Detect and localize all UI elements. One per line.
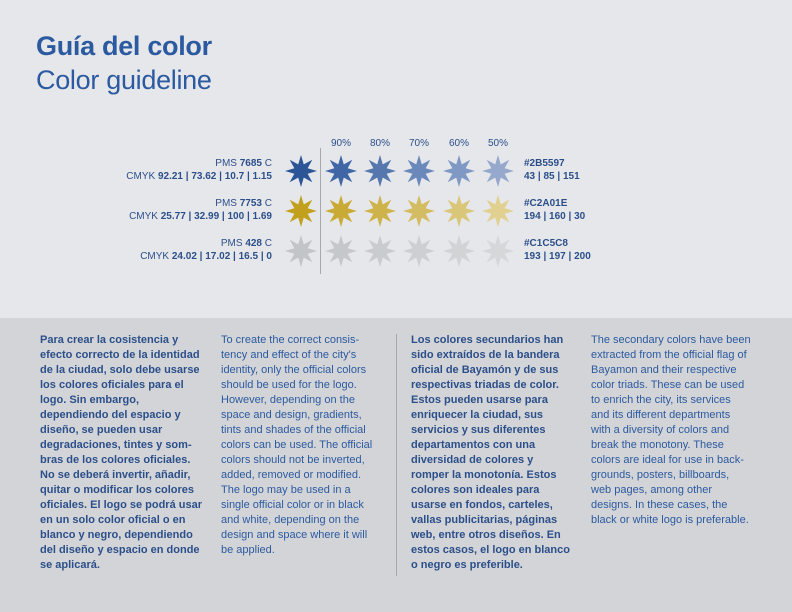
star-swatch-gray-80 xyxy=(363,234,397,268)
tint-label-60: 60% xyxy=(448,138,469,149)
tint-label-50: 50% xyxy=(487,138,508,149)
color-1-cmyk: CMYK 92.21 | 73.62 | 10.7 | 1.15 xyxy=(126,171,272,182)
swatch-divider xyxy=(320,148,321,274)
color-3-hex: #C1C5C8 xyxy=(524,238,568,249)
star-swatch-blue-80 xyxy=(363,154,397,188)
color-2-spec xyxy=(129,197,272,223)
star-swatch-gray-100 xyxy=(284,234,318,268)
color-1-hex: #2B5597 xyxy=(524,158,565,169)
star-swatch-blue-60 xyxy=(442,154,476,188)
color-3-pms: PMS 428 C xyxy=(220,238,272,249)
color-1-web xyxy=(524,157,580,183)
star-swatch-gold-80 xyxy=(363,194,397,228)
star-swatch-gray-70 xyxy=(402,234,436,268)
star-swatch-gold-60 xyxy=(442,194,476,228)
star-swatch-gray-60 xyxy=(442,234,476,268)
color-3-web xyxy=(524,237,591,263)
color-1-pms: PMS 7685 C xyxy=(215,158,272,169)
color-2-rgb: 194 | 160 | 30 xyxy=(524,211,586,222)
text-column-spanish-2: Los colores secundarios han sido extraídos de la bandera oficial de Bayamón y de sus respectivas triadas de color. Estos pueden usarse para enriquecer la ciudad, sus servicios y sus diferentes departamentos con una diversidad de colores y romper la monotonía. Estos colores son ideales para usarse en fondos, carteles, vallas publicitarias, páginas web, entre otros diseños. En estos casos, el logo en blanco o negro es preferible. xyxy=(411,334,570,571)
text-column-english-1: To create the correct consistency and effect of the city's identity, only the official colors should be used for the logo. However, depending on the space and design, gradients, tints and shades of the official colors can be used. The official colors should not be inverted, added, removed or modified. The logo may be used in a single official color or in black and white, depending on the design and space where it will be applied. xyxy=(221,334,373,556)
tint-label-70: 70% xyxy=(408,138,429,149)
color-3-spec xyxy=(140,237,272,263)
star-swatch-gold-100 xyxy=(284,194,318,228)
star-swatch-gray-50 xyxy=(481,234,515,268)
star-swatch-blue-70 xyxy=(402,154,436,188)
star-swatch-gold-90 xyxy=(324,194,358,228)
star-swatch-blue-50 xyxy=(481,154,515,188)
column-divider xyxy=(396,334,397,576)
page-title-spanish: Guía del color xyxy=(36,31,212,61)
text-column-english-2: The secondary colors have been extracted from the official flag of Bayamon and their respective color triads. These can be used to enrich the city, its services and its different departments with a diversity of colors and break the monotony. These colors are ideal for use in backgrounds, posters, billboards, web pages, among other designs. In these cases, the black or white logo is preferable. xyxy=(591,334,751,526)
star-swatch-gold-50 xyxy=(481,194,515,228)
color-2-hex: #C2A01E xyxy=(524,198,568,209)
star-swatch-gold-70 xyxy=(402,194,436,228)
color-1-rgb: 43 | 85 | 151 xyxy=(524,171,580,182)
color-3-cmyk: CMYK 24.02 | 17.02 | 16.5 | 0 xyxy=(140,251,272,262)
star-swatch-blue-90 xyxy=(324,154,358,188)
color-2-cmyk: CMYK 25.77 | 32.99 | 100 | 1.69 xyxy=(129,211,272,222)
color-3-rgb: 193 | 197 | 200 xyxy=(524,251,591,262)
tint-label-80: 80% xyxy=(369,138,390,149)
star-swatch-blue-100 xyxy=(284,154,318,188)
tint-label-90: 90% xyxy=(330,138,351,149)
color-1-spec xyxy=(126,157,272,183)
page-title-english: Color guideline xyxy=(36,65,212,95)
color-2-pms: PMS 7753 C xyxy=(215,198,272,209)
text-column-spanish-1: Para crear la cosistencia y efecto correcto de la identidad de la ciudad, solo debe usarse los colores oficiales para el logo. Sin embargo, dependiendo del espacio y diseño, se pueden usar degradaciones, tintes y sombras de los colores oficiales. No se deberá invertir, añadir, quitar o modificar los colores oficiales. El logo se podrá usar en un solo color oficial o en blanco y negro, dependiendo del diseño y espacio en donde se aplicará. xyxy=(40,334,202,571)
color-2-web xyxy=(524,197,585,223)
star-swatch-gray-90 xyxy=(324,234,358,268)
